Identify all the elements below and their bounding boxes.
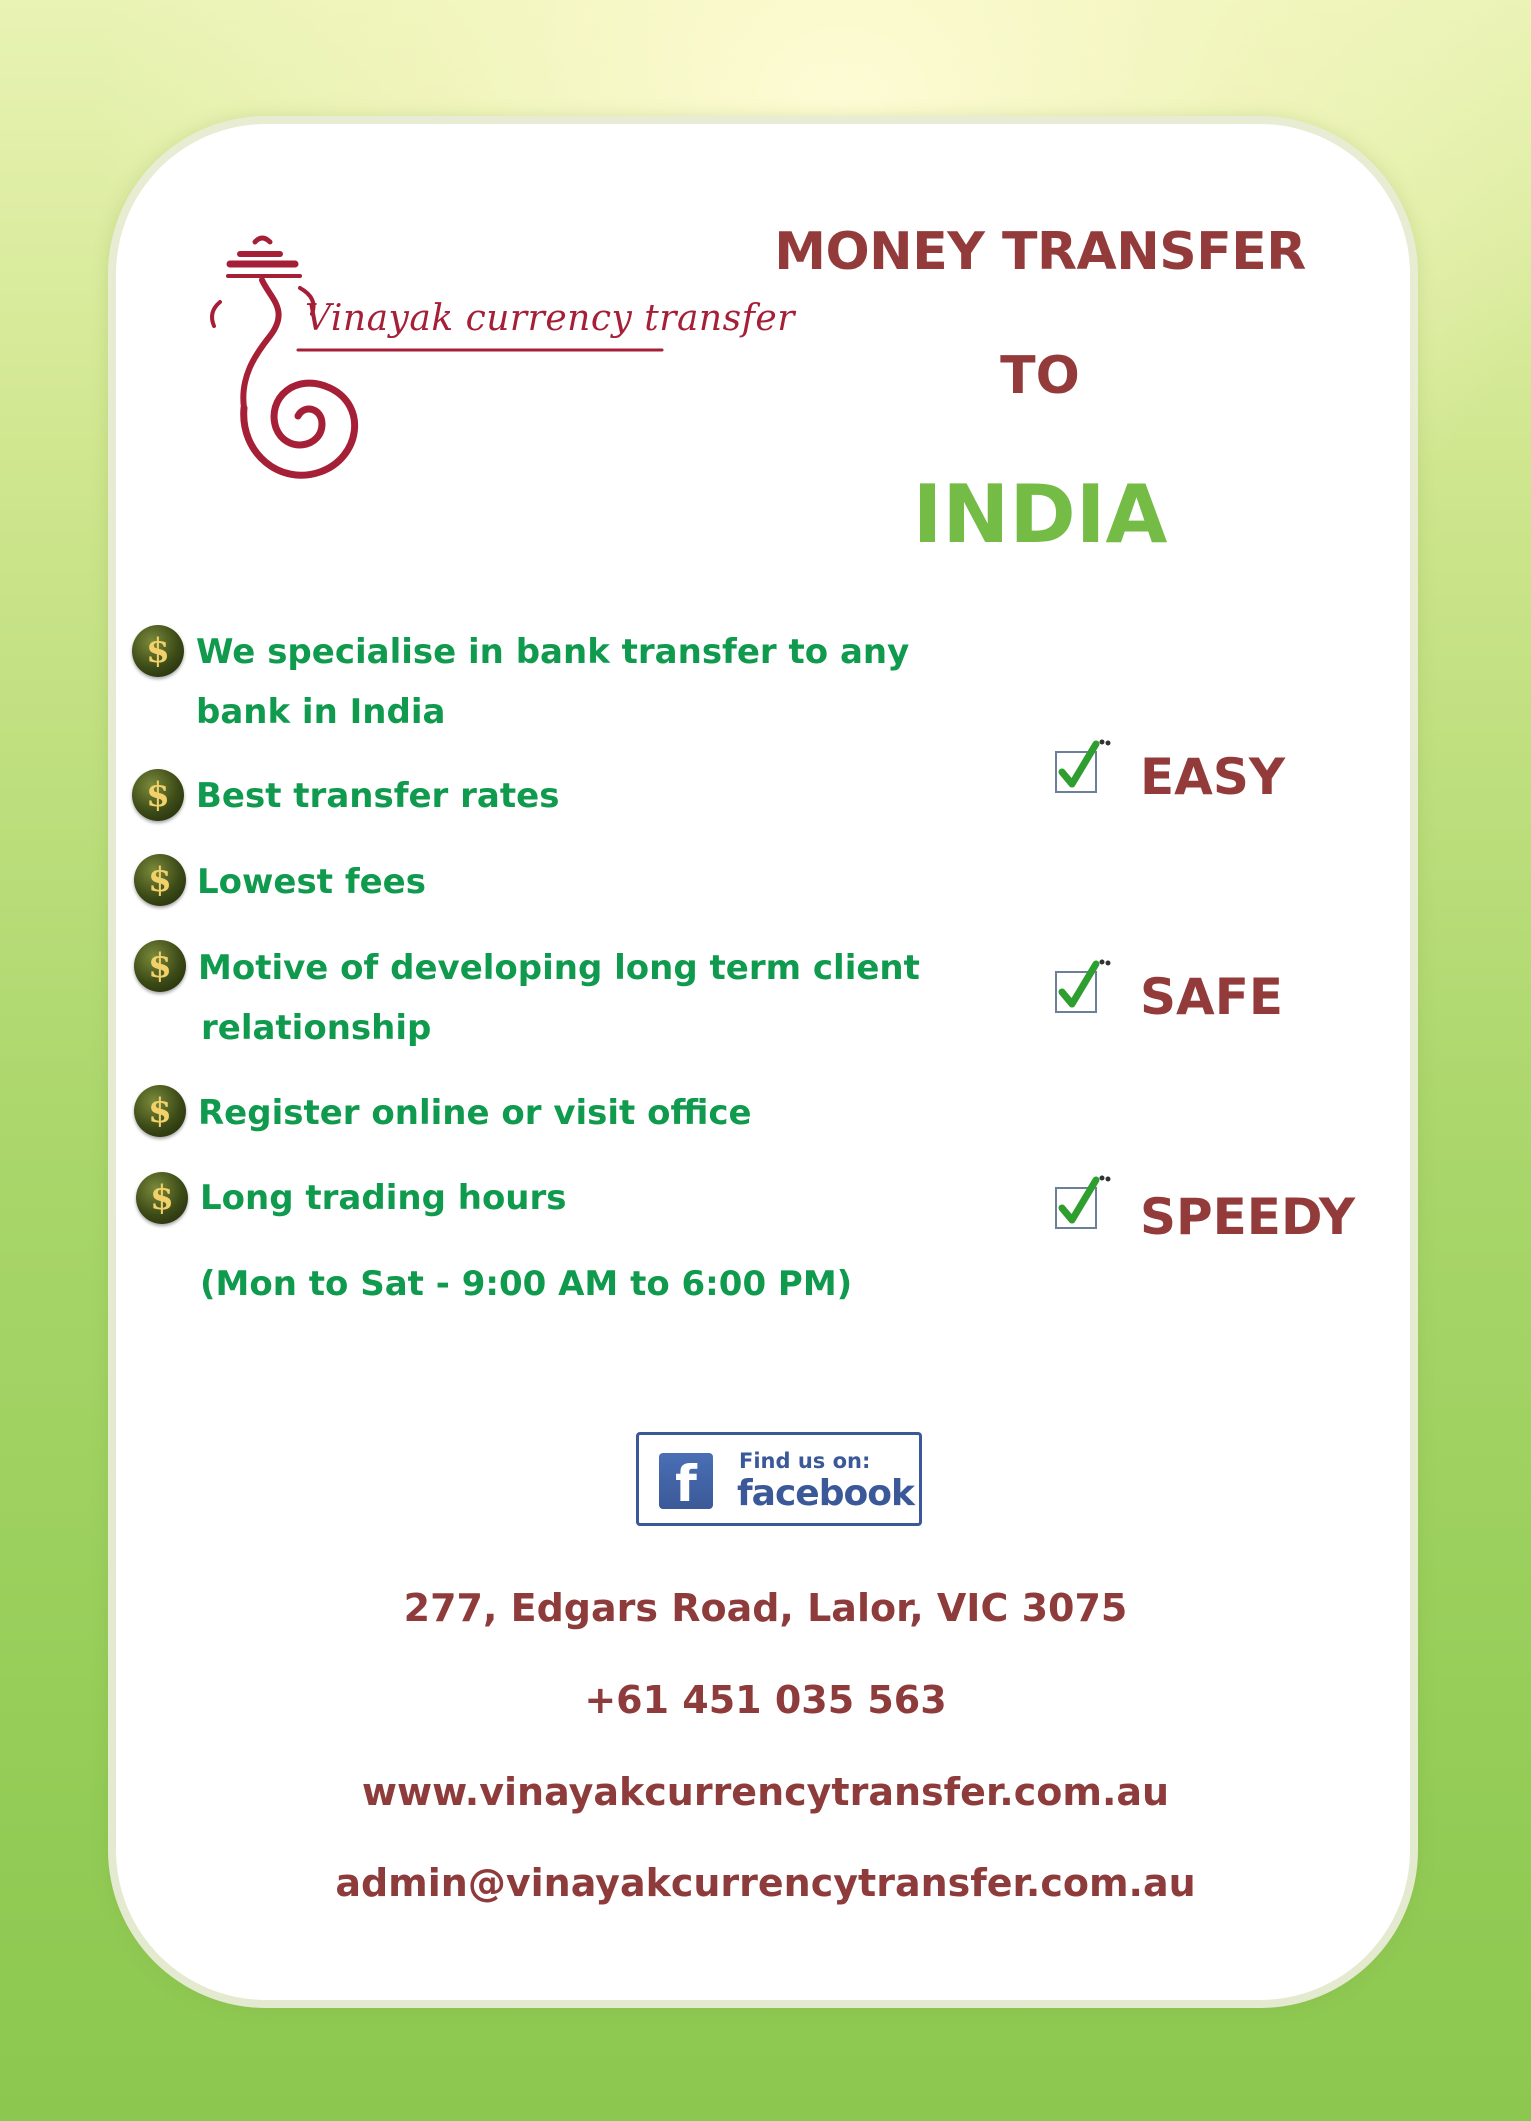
checkbox-check-icon [1052,1174,1112,1234]
feature-item-bank-transfer-cont: bank in India [196,692,446,732]
dollar-coin-icon: $ [132,769,184,821]
contact-address: 277, Edgars Road, Lalor, VIC 3075 [403,1586,1128,1630]
vinayak-logo [200,228,795,498]
contact-phone[interactable]: +61 451 035 563 [584,1678,947,1722]
heading-to: TO [1000,346,1080,406]
feature-item-bank-transfer: We specialise in bank transfer to any [196,632,910,672]
checkbox-check-icon [1052,958,1112,1018]
facebook-badge[interactable] [636,1432,922,1526]
heading-india: INDIA [912,468,1168,561]
feature-item-relationship: Motive of developing long term client [198,948,920,988]
heading-money-transfer: MONEY TRANSFER [774,222,1306,282]
feature-item-fees: Lowest fees [197,862,426,902]
badge-safe: SAFE [1140,968,1284,1026]
facebook-name: facebook [737,1473,914,1514]
dollar-coin-icon: $ [132,625,184,677]
dollar-coin-icon: $ [134,854,186,906]
badge-easy: EASY [1140,748,1286,806]
feature-item-rates: Best transfer rates [196,776,560,816]
feature-item-hours: Long trading hours [200,1178,567,1218]
facebook-icon: f [659,1453,713,1509]
contact-website[interactable]: www.vinayakcurrencytransfer.com.au [361,1770,1170,1814]
logo-emblem-icon [200,228,680,498]
feature-item-hours-detail: (Mon to Sat - 9:00 AM to 6:00 PM) [200,1264,853,1304]
contact-email[interactable]: admin@vinayakcurrencytransfer.com.au [335,1861,1196,1905]
feature-item-relationship-cont: relationship [201,1008,432,1048]
badge-speedy: SPEEDY [1140,1188,1356,1246]
logo-text: Vinayak currency transfer [305,298,795,339]
dollar-coin-icon: $ [136,1172,188,1224]
checkbox-check-icon [1052,738,1112,798]
feature-item-register: Register online or visit office [198,1093,752,1133]
dollar-coin-icon: $ [134,940,186,992]
facebook-find-label: Find us on: [739,1449,871,1473]
dollar-coin-icon: $ [134,1085,186,1137]
